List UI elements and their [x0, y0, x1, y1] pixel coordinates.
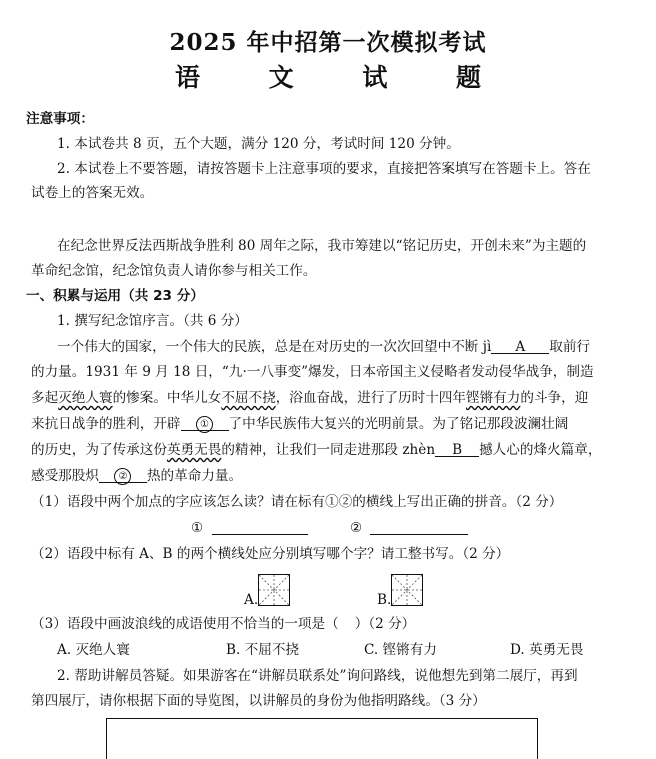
sub-question-3-text: ）（2 分）	[354, 616, 416, 632]
section-1-heading: 一、积累与运用（共 23 分）	[26, 288, 204, 304]
preface-line-4	[31, 414, 568, 434]
answer-line-1[interactable]	[212, 534, 308, 535]
preface-text: 了中华民族伟大复兴的光明前景。为了铭记那段波澜壮阔	[228, 416, 569, 432]
preface-text: 的精神，让我们一同走进那段 zhèn	[221, 442, 436, 458]
sub-question-1: （1）语段中两个加点的字应该怎么读？请在标有①②的横线上写出正确的拼音。（2 分）	[31, 494, 563, 510]
q2-line-1: 2. 帮助讲解员答疑。如果游客在“讲解员联系处”询问路线，说他想先到第二展厅，再到	[57, 668, 578, 684]
preface-text: 来抗日战争的胜利，开辟	[31, 416, 181, 432]
q2-line-2: 第四展厅，请你根据下面的导览图，以讲解员的身份为他指明路线。（3 分）	[31, 693, 486, 709]
preface-line-3	[31, 388, 588, 408]
tian-grid-icon	[259, 575, 289, 605]
writing-grid-a[interactable]	[258, 574, 290, 606]
writing-grid-b[interactable]	[391, 574, 423, 606]
intro-line-1: 在纪念世界反法西斯战争胜利 80 周年之际，我市筹建以“铭记历史，开创未来”为主题的	[57, 238, 587, 254]
box-label-a: A.	[244, 592, 259, 608]
idiom-2: 不屈不挠	[221, 390, 276, 406]
option-a[interactable]: A. 灭绝人寰	[57, 642, 130, 658]
answer-label-2: ②	[350, 520, 363, 536]
preface-text: ，浴血奋战，进行了历时十四年	[275, 390, 466, 406]
preface-line-6	[31, 466, 242, 486]
notice-item-2-cont: 试卷上的答案无效。	[31, 185, 154, 201]
preface-text: 感受那股炽	[31, 468, 99, 484]
answer-label-1: ①	[191, 520, 204, 536]
circle-number-2: ②	[114, 468, 131, 485]
answer-line-2[interactable]	[370, 534, 468, 535]
option-d[interactable]: D. 英勇无畏	[510, 642, 584, 658]
blank-b[interactable]: B	[435, 440, 479, 457]
notice-item-1: 1. 本试卷共 8 页，五个大题，满分 120 分，考试时间 120 分钟。	[57, 136, 460, 152]
box-label-b: B.	[377, 592, 392, 608]
sub-question-2: （2）语段中标有 A、B 的两个横线处应分别填写哪个字？请工整书写。（2 分）	[31, 546, 510, 562]
preface-text: 一个伟大的国家，一个伟大的民族，总是在对历史的一次次回望中不断 jì	[57, 339, 492, 355]
preface-line-1	[57, 337, 590, 357]
sub-question-3	[31, 614, 415, 634]
preface-line-5	[31, 440, 601, 460]
preface-text: 的斗争，迎	[520, 390, 589, 406]
q1-title: 1. 撰写纪念馆序言。（共 6 分）	[57, 313, 248, 329]
idiom-4: 英勇无畏	[166, 442, 222, 458]
preface-text: 多起	[31, 390, 59, 406]
tian-grid-icon	[392, 575, 422, 605]
blank-2[interactable]	[99, 466, 147, 483]
blank-a[interactable]: A	[491, 337, 549, 354]
preface-line-2: 的力量。1931 年 9 月 18 日，“九·一八事变”爆发，日本帝国主义侵略者发动侵华战争，制造	[31, 364, 594, 380]
blank-1[interactable]	[181, 414, 229, 431]
circle-number-1: ①	[196, 416, 213, 433]
exam-subject: 语 文 试 题	[174, 63, 512, 92]
preface-text: 的历史，为了传承这份	[31, 442, 167, 458]
preface-text: 的惨案。中华儿女	[112, 390, 222, 406]
exam-title: 2025 年中招第一次模拟考试	[169, 29, 487, 56]
preface-text: 撼人心的烽火篇章，	[479, 442, 602, 458]
notice-heading: 注意事项：	[26, 111, 94, 127]
intro-line-2: 革命纪念馆，纪念馆负责人请你参与相关工作。	[31, 263, 317, 279]
preface-text: 取前行	[549, 339, 591, 355]
option-b[interactable]: B. 不屈不挠	[226, 642, 300, 658]
option-c[interactable]: C. 铿锵有力	[364, 642, 437, 658]
idiom-3: 铿锵有力	[466, 390, 521, 406]
idiom-1: 灭绝人寰	[58, 390, 113, 406]
sub-question-3-text: （3）语段中画波浪线的成语使用不恰当的一项是（	[31, 616, 339, 632]
preface-text: 热的革命力量。	[146, 468, 243, 484]
notice-item-2: 2. 本试卷上不要答题，请按答题卡上注意事项的要求，直接把答案填写在答题卡上。答在	[57, 161, 591, 177]
